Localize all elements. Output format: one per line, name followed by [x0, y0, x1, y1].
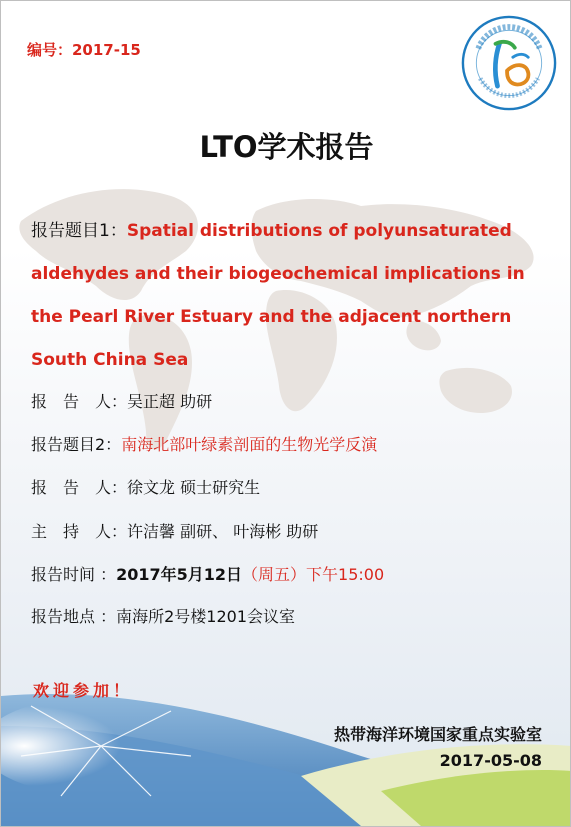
time-weekday: （周五）下午15:00 — [242, 565, 385, 584]
speaker1-label: 报 告 人： — [31, 392, 128, 411]
talk2-label: 报告题目2： — [31, 435, 122, 454]
time-date: 2017年5月12日 — [116, 565, 243, 584]
welcome-text: 欢迎参加！ — [33, 681, 134, 700]
organizer-block — [334, 722, 542, 774]
host-row — [31, 519, 318, 542]
lab-logo-icon — [461, 15, 557, 111]
talk1-topic: Spatial distributions of polyunsaturated aldehydes and their biogeochemical implications in the Pearl River Estuary and the adjacent northern South China Sea — [31, 221, 525, 370]
talk1-label: 报告题目1： — [31, 221, 127, 241]
time-row — [31, 562, 384, 585]
place-row — [31, 604, 295, 627]
document-number: 编号：2017-15 — [27, 41, 141, 59]
host-value: 许洁馨 副研、 叶海彬 助研 — [127, 522, 319, 541]
speaker2-value: 徐文龙 硕士研究生 — [127, 478, 261, 497]
poster-title: LTO学术报告 — [199, 130, 374, 164]
talk2-topic: 南海北部叶绿素剖面的生物光学反演 — [121, 435, 378, 454]
speaker2-label: 报 告 人： — [31, 478, 128, 497]
talk1-topic-block — [31, 210, 546, 382]
speaker1-row — [31, 389, 212, 412]
issue-date: 2017-05-08 — [439, 751, 542, 770]
talk2-row — [31, 432, 377, 455]
time-label: 报告时间 ： — [31, 565, 117, 584]
speaker2-row — [31, 475, 260, 498]
host-label: 主 持 人： — [31, 522, 128, 541]
place-value: 南海所2号楼1201会议室 — [116, 607, 295, 626]
place-label: 报告地点 ： — [31, 607, 117, 626]
organizer-name: 热带海洋环境国家重点实验室 — [333, 725, 542, 744]
speaker1-value: 吴正超 助研 — [127, 392, 213, 411]
